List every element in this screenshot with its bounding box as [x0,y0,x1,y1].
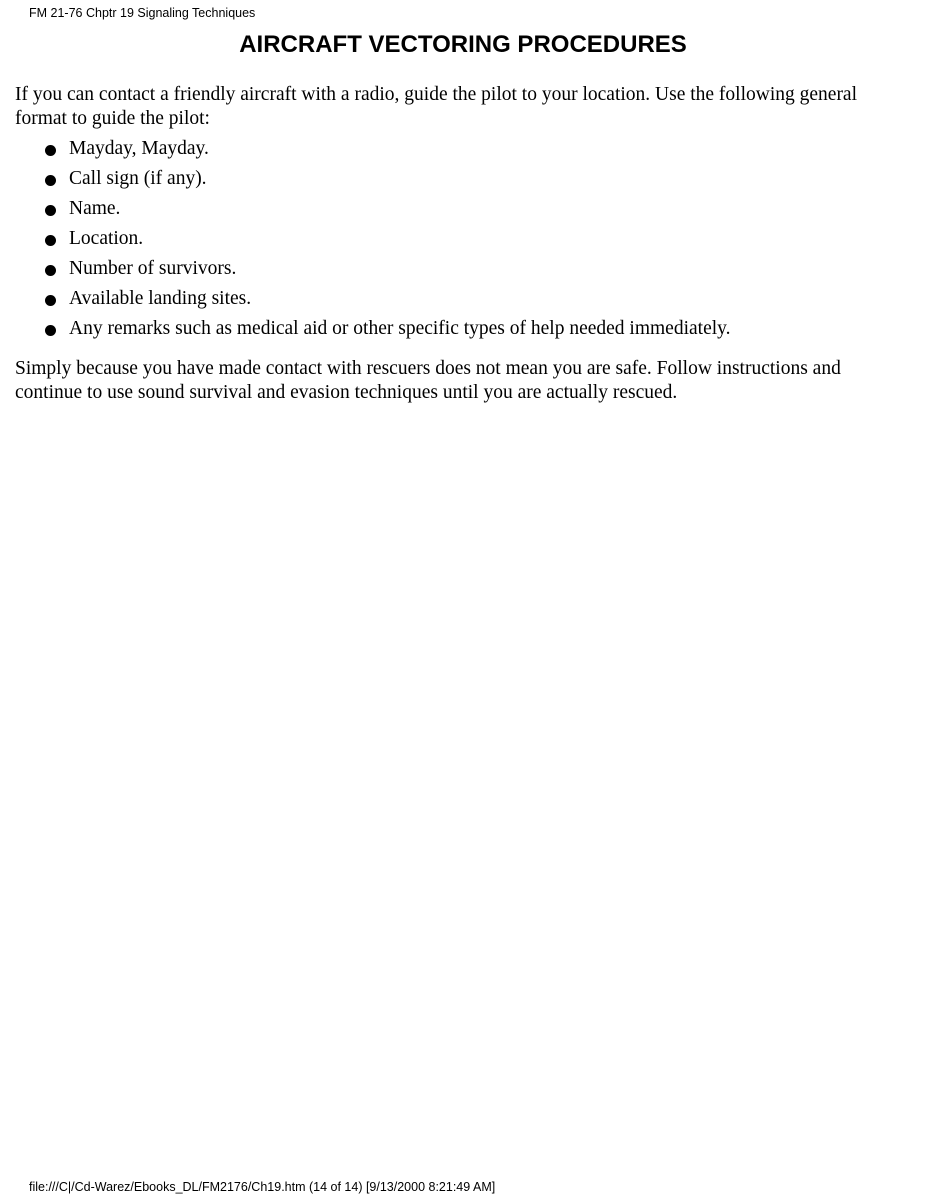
list-item [0,287,731,317]
list-item-text: Mayday, Mayday. [69,138,209,159]
bullet-icon [45,235,56,246]
list-item [0,227,731,257]
bullet-icon [45,175,56,186]
list-item-text: Available landing sites. [69,288,252,309]
bullet-icon [45,145,56,156]
running-header: FM 21-76 Chptr 19 Signaling Techniques [29,6,256,20]
list-item [0,197,731,227]
format-list [0,137,731,347]
bullet-icon [45,295,56,306]
page-title: AIRCRAFT VECTORING PROCEDURES [239,31,687,58]
list-item [0,167,731,197]
bullet-icon [45,325,56,336]
list-item-text: Call sign (if any). [69,168,207,189]
intro-paragraph: If you can contact a friendly aircraft with a radio, guide the pilot to your location. Use the following general format to guide the pilot: [15,84,858,129]
list-item [0,317,731,347]
list-item [0,257,731,287]
list-item-text: Number of survivors. [69,258,237,279]
list-item-text: Name. [69,198,121,219]
bullet-icon [45,265,56,276]
list-item-text: Any remarks such as medical aid or other specific types of help needed immediately. [69,318,731,339]
page-footer-source: file:///C|/Cd-Warez/Ebooks_DL/FM2176/Ch19.htm (14 of 14) [9/13/2000 8:21:49 AM] [29,1180,496,1194]
list-item [0,137,731,167]
bullet-icon [45,205,56,216]
list-item-text: Location. [69,228,144,249]
closing-paragraph: Simply because you have made contact with rescuers does not mean you are safe. Follow instructions and continue to use sound survival and evasion techniques until you are actually rescued. [15,358,841,403]
